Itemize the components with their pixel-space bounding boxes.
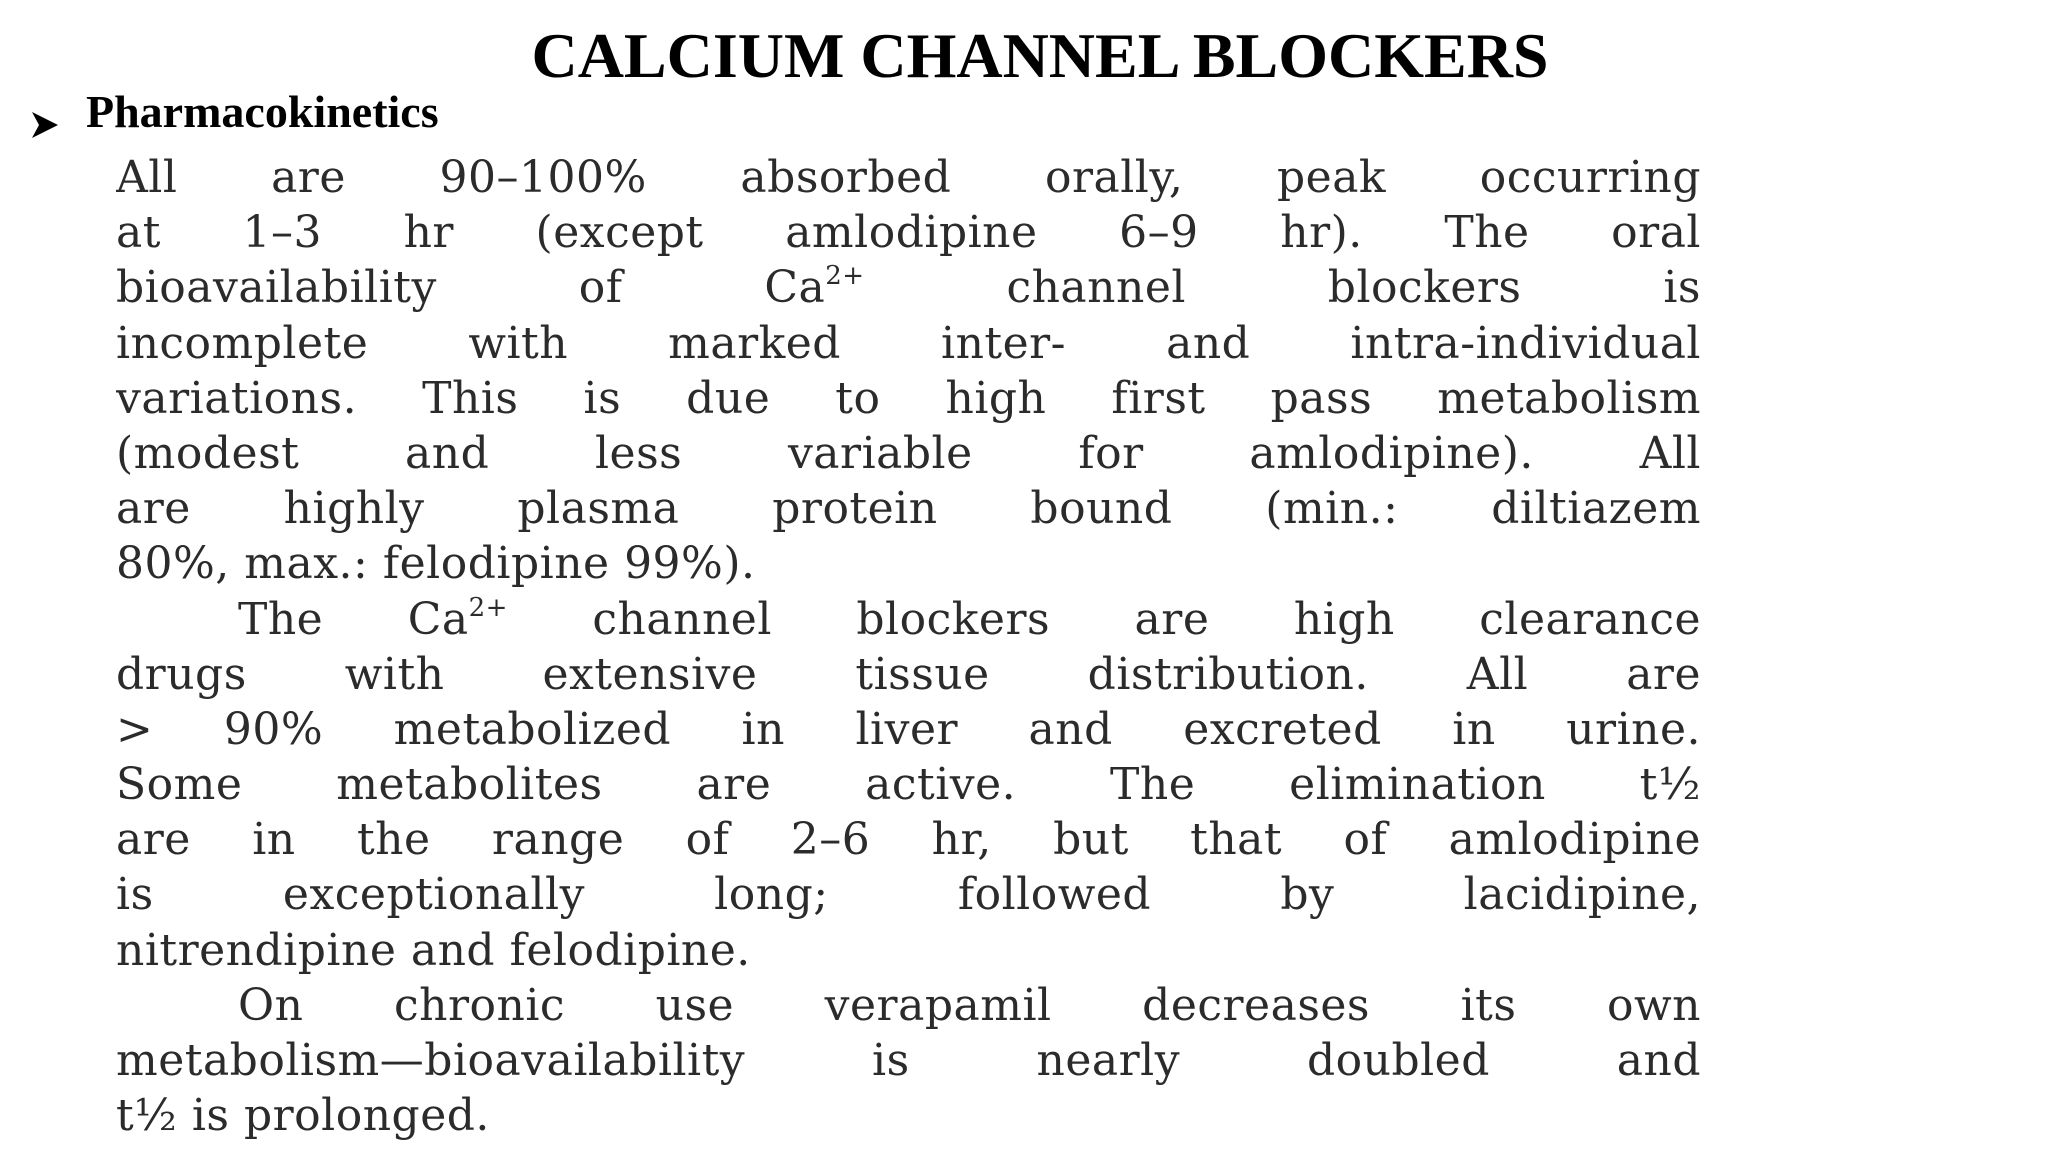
passage-line: 80%, max.: felodipine 99%). xyxy=(116,538,756,590)
slide-title: CALCIUM CHANNEL BLOCKERS xyxy=(531,20,1549,91)
superscript-charge: 2+ xyxy=(825,261,865,292)
arrowhead-bullet-icon xyxy=(30,97,60,127)
passage-line: bioavailability of $Ca^{2+}$ channel blockers is xyxy=(116,261,1701,314)
bullet-label: Pharmacokinetics xyxy=(86,86,439,137)
passage-line: On chronic use verapamil decreases its own xyxy=(238,979,1701,1031)
passage-line: is exceptionally long; followed by lacidipine, xyxy=(116,869,1701,921)
passage-line: are in the range of 2–6 hr, but that of amlodipine xyxy=(116,814,1701,866)
passage-line: > 90% metabolized in liver and excreted in urine. xyxy=(116,703,1701,755)
passage-line: variations. This is due to high first pass metabolism xyxy=(116,372,1701,424)
passage-line: at 1–3 hr (except amlodipine 6–9 hr). The oral xyxy=(116,207,1701,259)
passage-line: The $Ca^{2+}$ channel blockers are high clearance xyxy=(238,592,1701,645)
passage-line: nitrendipine and felodipine. xyxy=(116,924,751,976)
bullet-heading xyxy=(30,84,439,140)
scanned-text-passage xyxy=(116,150,1701,1143)
passage-line: drugs with extensive tissue distribution. All are xyxy=(116,648,1701,700)
passage-line: Some metabolites are active. The elimination t½ xyxy=(116,759,1701,811)
superscript-charge: 2+ xyxy=(468,592,508,623)
passage-line: All are 90–100% absorbed orally, peak occurring xyxy=(116,152,1701,203)
passage-line: (modest and less variable for amlodipine). All xyxy=(116,427,1701,479)
passage-line: metabolism—bioavailability is nearly doubled and xyxy=(116,1035,1701,1086)
passage-line: incomplete with marked inter- and intra-individual xyxy=(116,317,1701,369)
passage-line: are highly plasma protein bound (min.: diltiazem xyxy=(116,483,1701,535)
passage-line: t½ is prolonged. xyxy=(116,1090,490,1142)
